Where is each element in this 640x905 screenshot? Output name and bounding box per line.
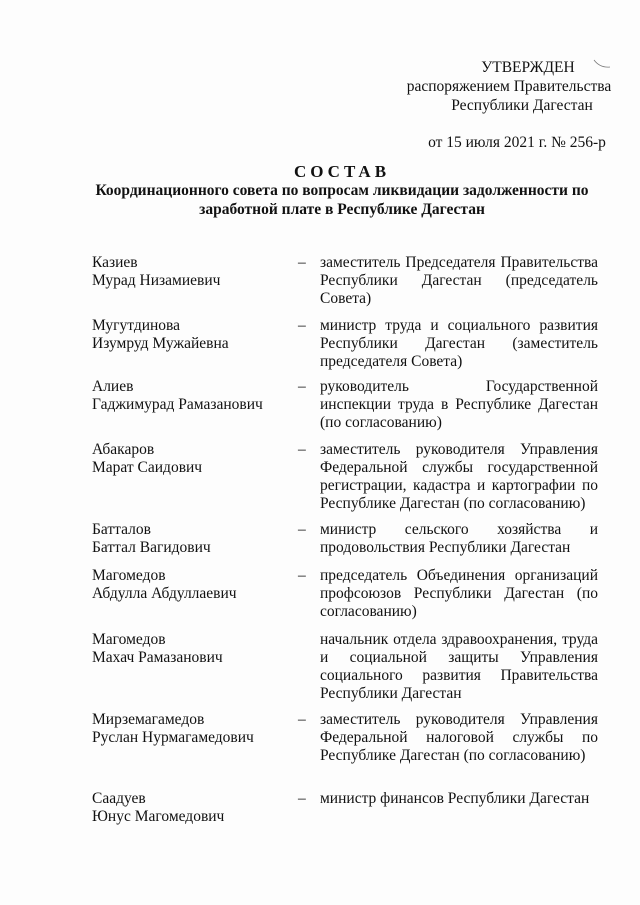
member-given-name: Мурад Низамиевич <box>92 272 221 289</box>
member-surname: Магомедов <box>92 631 166 648</box>
member-dash: – <box>298 441 306 458</box>
member-name <box>92 567 292 603</box>
member-name <box>92 521 292 557</box>
member-given-name: Руслан Нурмагамедович <box>92 729 254 746</box>
member-role: заместитель руководителя Управления Федеральной налоговой службы по Республике Дагестан (по согласованию) <box>320 711 598 764</box>
member-given-name: Юнус Магомедович <box>92 808 225 825</box>
member-surname: Батталов <box>92 521 151 538</box>
member-name <box>92 711 292 747</box>
member-given-name: Гаджимурад Рамазанович <box>92 396 263 413</box>
member-dash: – <box>298 567 306 584</box>
member-given-name: Изумруд Мужайевна <box>92 335 229 352</box>
member-given-name: Махач Рамазанович <box>92 649 223 666</box>
member-dash: – <box>298 711 306 728</box>
member-surname: Саадуев <box>92 790 146 807</box>
member-surname: Мирземагамедов <box>92 711 205 728</box>
document-title: СОСТАВ <box>293 162 391 181</box>
member-dash: – <box>298 254 306 271</box>
member-role: министр сельского хозяйства и продовольствия Республики Дагестан <box>320 521 598 556</box>
member-name <box>92 317 292 353</box>
member-name <box>92 631 292 667</box>
approval-title: УТВЕРЖДЕН <box>481 59 575 76</box>
member-role: министр труда и социального развития Республики Дагестан (заместитель председателя Совета) <box>320 317 598 370</box>
member-name <box>92 378 292 414</box>
member-name <box>92 790 292 826</box>
approval-date: от 15 июля 2021 г. № 256-р <box>428 134 606 151</box>
member-role: министр финансов Республики Дагестан <box>320 790 590 807</box>
member-role: заместитель Председателя Правительства Республики Дагестан (председатель Совета) <box>320 254 598 307</box>
member-given-name: Баттал Вагидович <box>92 539 211 556</box>
member-dash: – <box>298 317 306 334</box>
member-surname: Казиев <box>92 254 138 271</box>
approval-region: Республики Дагестан <box>451 97 593 114</box>
member-surname: Алиев <box>92 378 134 395</box>
member-surname: Мугутдинова <box>92 317 181 334</box>
approval-stamp <box>380 58 620 152</box>
approval-authority: распоряжением Правительства <box>406 78 612 95</box>
member-given-name: Абдулла Абдуллаевич <box>92 585 237 602</box>
member-dash: – <box>298 521 306 538</box>
member-name <box>92 254 292 290</box>
member-name <box>92 441 292 477</box>
member-role: начальник отдела здравоохранения, труда и социальной защиты Управления социального развития Правительства Республики Дагестан <box>320 631 598 702</box>
member-dash: – <box>298 790 306 807</box>
member-surname: Абакаров <box>92 441 155 458</box>
member-surname: Магомедов <box>92 567 166 584</box>
member-role: руководитель Государственной инспекции труда в Республике Дагестан (по согласованию) <box>320 378 598 431</box>
member-role: заместитель руководителя Управления Федеральной службы государственной регистрации, кадастра и картографии по Республике Дагестан (по согласованию) <box>320 441 598 512</box>
member-given-name: Марат Саидович <box>92 459 203 476</box>
member-dash: – <box>298 378 306 395</box>
document-subtitle: Координационного совета по вопросам ликвидации задолженности по заработной плате в Республике Дагестан <box>95 182 589 218</box>
member-role: председатель Объединения организаций профсоюзов Республики Дагестан (по согласованию) <box>320 567 598 620</box>
